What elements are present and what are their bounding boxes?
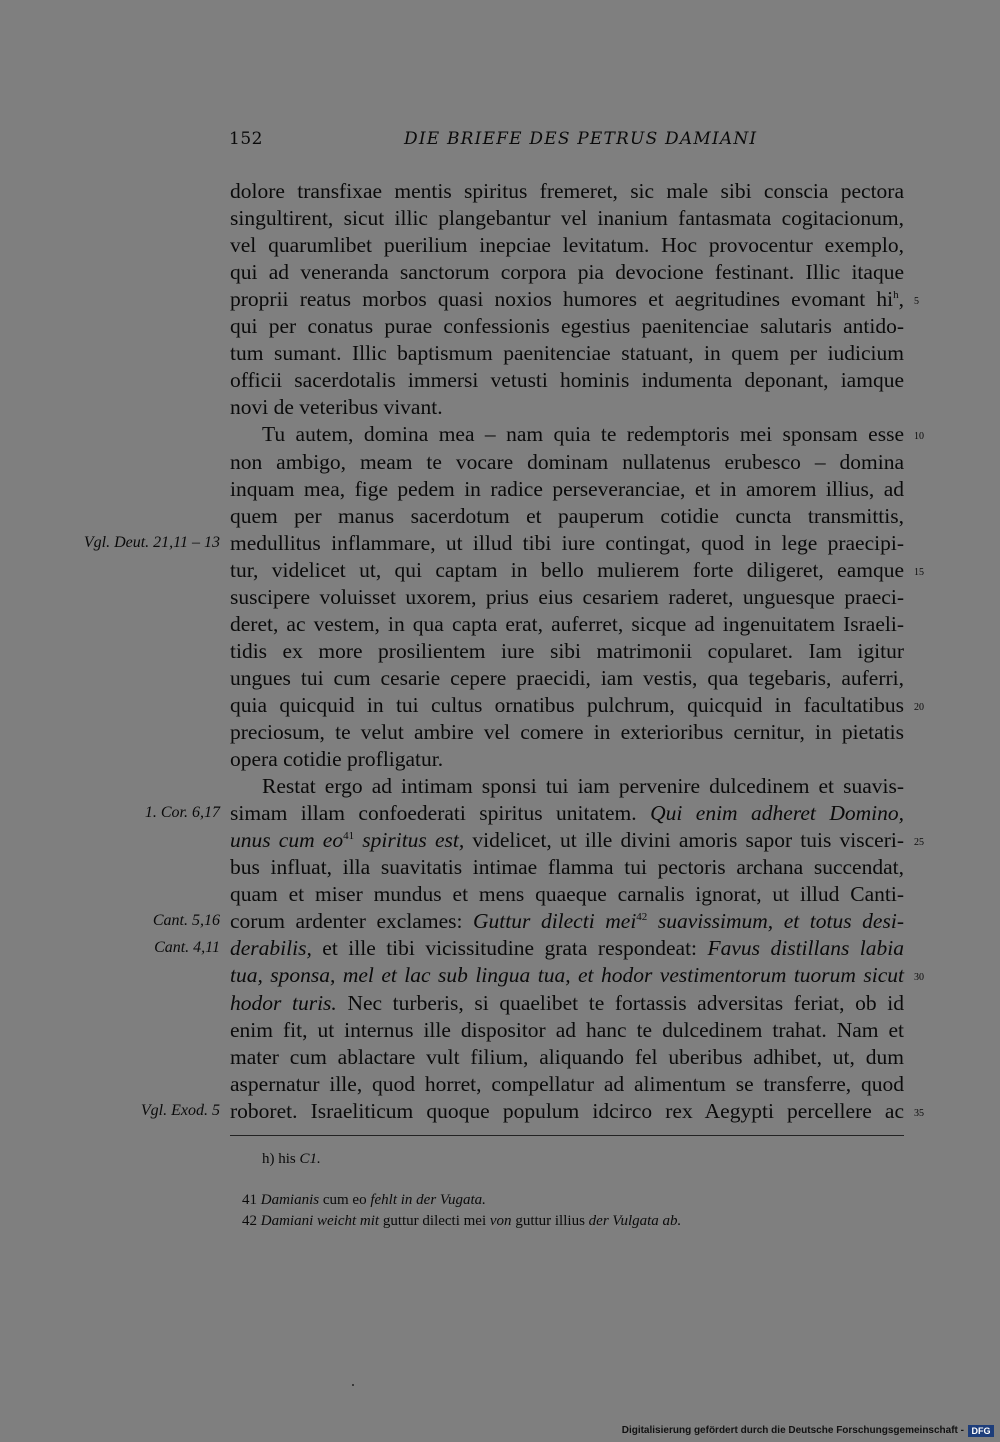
text-segment: simam illam confoederati spiritus unitatem. [230,801,651,826]
italic-text: von [489,1213,512,1229]
line-number: 30 [914,972,924,984]
text-line [230,178,904,205]
marginal-citation: Vgl. Deut. 21,11 – 13 [83,533,220,551]
text-line [230,340,904,367]
marginal-citation: Cant. 4,11 [154,939,220,957]
italic-text: tua, sponsa, mel et lac sub lingua tua, et hodor vestimentorum tuorum sicut [230,963,904,988]
text-segment: Restat ergo ad intimam sponsi tui iam pervenire dulcedinem et suavis- [262,774,904,799]
text-segment: novi de veteribus vivant. [230,395,443,420]
text-segment: tur, videlicet ut, qui captam in bello mulierem forte diligeret, eamque [230,557,904,582]
text-line [230,1017,904,1044]
text-line [230,476,904,503]
scan-speck [352,1384,354,1386]
italic-text: der Vulgata ab. [588,1213,682,1229]
digitization-credit [0,1420,1000,1442]
text-segment: 41 [242,1192,261,1208]
dfg-logo-icon[interactable]: DFG [968,1425,994,1437]
italic-text: derabilis, [230,936,312,961]
text-line [262,421,904,448]
marginal-citation: Cant. 5,16 [152,912,220,930]
marginal-citation: Vgl. Exod. 5 [140,1101,220,1119]
text-segment: qui ad veneranda sanctorum corpora pia devocione festinant. Illic itaque [230,260,904,285]
text-line [230,449,904,476]
page-number: 152 [229,129,263,149]
text-line [230,584,904,611]
text-line [230,935,904,962]
text-segment: h) his [262,1151,300,1167]
line-number: 5 [914,296,919,308]
italic-text: Damianis [260,1192,320,1208]
text-line [230,313,904,340]
text-line [230,367,904,394]
italic-text: unus cum eo [230,828,344,853]
text-segment: quia quicquid in tui cultus ornatibus pulchrum, quicquid in facultatibus [230,692,904,717]
text-segment: quam et miser mundus et mens quaeque carnalis ignorat, ut illud Canti- [230,882,904,907]
text-segment: officii sacerdotalis immersi vetusti hominis indumenta deponant, iamque [230,368,904,393]
text-segment: mater cum ablactare vult filium, aliquando fel uberibus adhibet, ut, dum [230,1044,904,1069]
text-segment: singultirent, sicut illic plangebantur vel inanium fantasmata cogitacionum, [230,206,904,231]
credit-text: Digitalisierung gefördert durch die Deutsche Forschungsgemeinschaft - [621,1425,964,1436]
italic-text: C1. [299,1151,321,1167]
text-line [230,259,904,286]
text-segment: enim fit, ut internus ille dispositor ad hanc te dulcedinem trahat. Nam et [230,1017,904,1042]
text-segment: 42 [242,1213,261,1229]
text-segment: quem per manus sacerdotum et pauperum cotidie cuncta transmittis, [230,503,904,528]
text-line [230,962,904,989]
text-segment: tum sumant. Illic baptismum paenitenciae statuant, in quem per iudicium [230,341,904,366]
line-number: 10 [914,431,924,443]
text-line [230,205,904,232]
text-segment: suscipere voluisset uxorem, prius eius cesariem raderet, unguesque praeci- [230,584,904,609]
footnote-divider [230,1135,904,1136]
text-line [230,638,904,665]
apparatus-entry [262,1151,321,1168]
italic-text: suavissimum, et totus desi- [647,909,904,934]
text-line [230,692,904,719]
text-line [230,394,904,421]
italic-text: Qui enim adheret Domino, [650,801,904,826]
footnote-entry [242,1192,486,1209]
text-line [230,1044,904,1071]
text-line [230,232,904,259]
text-segment: vel quarumlibet puerilium inepciae levitatum. Hoc provocentur exemplo, [230,233,904,258]
text-line [230,854,904,881]
text-line [230,665,904,692]
text-segment: Tu autem, domina mea – nam quia te redemptoris mei sponsam esse [262,422,904,447]
italic-text: Favus distillans labia [707,936,905,961]
text-segment: opera cotidie profligatur. [230,747,444,772]
text-segment: inquam mea, fige pedem in radice perseveranciae, et in amorem illius, ad [230,476,904,501]
text-line [230,286,904,313]
text-segment: tidis ex more prosilientem iure sibi matrimonii copularet. Iam igitur [230,638,904,663]
line-number: 20 [914,701,924,713]
text-line [230,881,904,908]
text-line [230,1071,904,1098]
text-line [230,557,904,584]
text-line [230,908,904,935]
text-segment: deret, ac vestem, in qua capta erat, auferret, sicque ad ingenuitatem Israeli- [230,611,904,636]
text-segment: proprii reatus morbos quasi noxios humores et aegritudines evomant hi [230,287,894,312]
text-line [230,827,904,854]
text-segment: corum ardenter exclames: [230,909,474,934]
text-segment: qui per conatus purae confessionis egestius paenitenciae salutaris antido- [230,314,904,339]
italic-text: Damiani weicht mit [260,1213,380,1229]
text-segment: ungues tui cum cesarie cepere praecidi, iam vestis, qua tegebaris, auferri, [230,665,904,690]
italic-text: spiritus est, [354,828,465,853]
text-line [262,773,904,800]
text-segment: et ille tibi vicissitudine grata respondeat: [311,936,708,961]
text-segment: Nec turberis, si quaelibet te fortassis adversitas feriat, ob id [336,990,904,1015]
text-line [230,800,904,827]
text-segment: non ambigo, meam te vocare dominam nullatenus erubesco – domina [230,449,904,474]
text-line [230,611,904,638]
text-segment: roboret. Israeliticum quoque populum idcirco rex Aegypti percellere ac [230,1098,904,1123]
footnote-marker: 42 [636,911,648,924]
italic-text: hodor turis. [230,990,337,1015]
footnote-entry [242,1213,681,1230]
text-line [230,1098,904,1125]
line-number: 35 [914,1107,924,1119]
text-segment: guttur illius [511,1213,589,1229]
marginal-citation: 1. Cor. 6,17 [144,804,220,822]
text-line [230,530,904,557]
running-title: DIE BRIEFE DES PETRUS DAMIANI [404,129,758,149]
text-line [230,990,904,1017]
footnote-marker: 41 [343,830,355,843]
italic-text: fehlt in der Vugata. [370,1192,486,1208]
text-line [230,503,904,530]
text-segment: dolore transfixae mentis spiritus fremeret, sic male sibi conscia pectora [230,179,904,203]
text-line [230,719,904,746]
line-number: 15 [914,566,924,578]
text-segment: cum eo [319,1192,371,1208]
text-segment: videlicet, ut ille divini amoris sapor tuis visceri- [464,828,905,853]
text-segment: preciosum, te velut ambire vel comere in exterioribus cernitur, in pietatis [230,720,904,744]
text-segment: medullitus inflammare, ut illud tibi iure contingat, quod in lege praecipi- [230,530,904,555]
footnote-marker: h [893,289,899,302]
text-line [230,746,904,773]
text-segment: aspernatur ille, quod horret, compellatur ad alimentum se transferre, quod [230,1071,904,1096]
text-segment: , [898,287,904,312]
italic-text: Guttur dilecti mei [473,909,637,934]
text-segment: bus influat, illa suavitatis intimae flamma tui pectoris archana succendat, [230,855,904,880]
line-number: 25 [914,837,924,849]
text-segment: guttur dilecti mei [379,1213,490,1229]
